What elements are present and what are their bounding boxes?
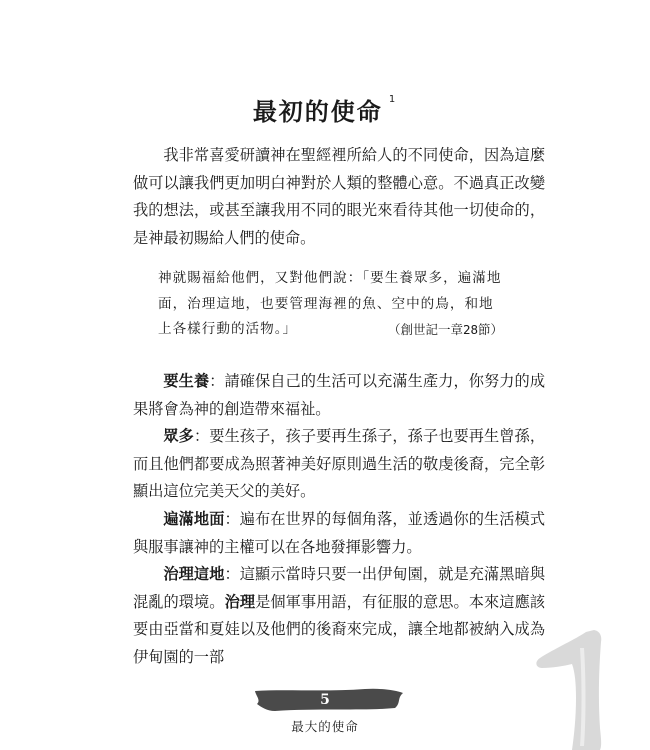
point-term: 治理這地 bbox=[163, 565, 225, 583]
chapter-title bbox=[0, 92, 650, 127]
point-paragraph bbox=[133, 561, 545, 671]
point-body: ：遍布在世界的每個角落，並透過你的生活模式與服事讓神的主權可以在各地發揮影響力。 bbox=[133, 510, 546, 556]
point-term-secondary: 治理 bbox=[224, 592, 256, 611]
scripture-quote bbox=[158, 266, 503, 343]
point-body: ：要生孩子，孩子要再生孫子，孫子也要再生曾孫，而且他們都要成為照著神美好原則過生活的敬虔後裔，完全彰顯出這位完美天父的美好。 bbox=[133, 427, 546, 500]
point-body-secondary: 是個軍事用語，有征服的意思。本來這應該要由亞當和夏娃以及他們的後裔來完成，讓全地都被納入成為伊甸園的一部 bbox=[133, 592, 546, 666]
page-number: 5 bbox=[320, 692, 330, 708]
point-body: ：這顯示當時只要一出伊甸園，就是充滿黑暗與混亂的環境。 bbox=[133, 565, 546, 611]
quote-reference: （創世記一章28節） bbox=[387, 322, 503, 337]
point-term: 眾多 bbox=[163, 427, 194, 445]
point-paragraph bbox=[133, 423, 545, 506]
book-title: 最大的使命 bbox=[291, 719, 359, 734]
point-paragraph bbox=[133, 506, 545, 561]
point-term: 要生養 bbox=[163, 372, 210, 390]
intro-paragraph: 我非常喜愛研讀神在聖經裡所給人的不同使命，因為這麼做可以讓我們更加明白神對於人類的整體心意。不過真正改變我的想法，或甚至讓我用不同的眼光來看待其他一切使命的，是神最初賜給人們的使命。 bbox=[133, 146, 545, 247]
footnote-marker: 1 bbox=[388, 94, 398, 105]
point-body: ：請確保自己的生活可以充滿生產力，你努力的成果將會為神的創造帶來福祉。 bbox=[133, 372, 546, 418]
point-term: 遍滿地面 bbox=[163, 510, 225, 528]
chapter-title-text: 最初的使命 bbox=[252, 98, 383, 126]
point-paragraph bbox=[133, 368, 545, 423]
quote-text: 神就賜福給他們，又對他們說：「要生養眾多，遍滿地面，治理這地，也要管理海裡的魚、空中的鳥，和地上各樣行動的活物。」 bbox=[158, 270, 502, 337]
